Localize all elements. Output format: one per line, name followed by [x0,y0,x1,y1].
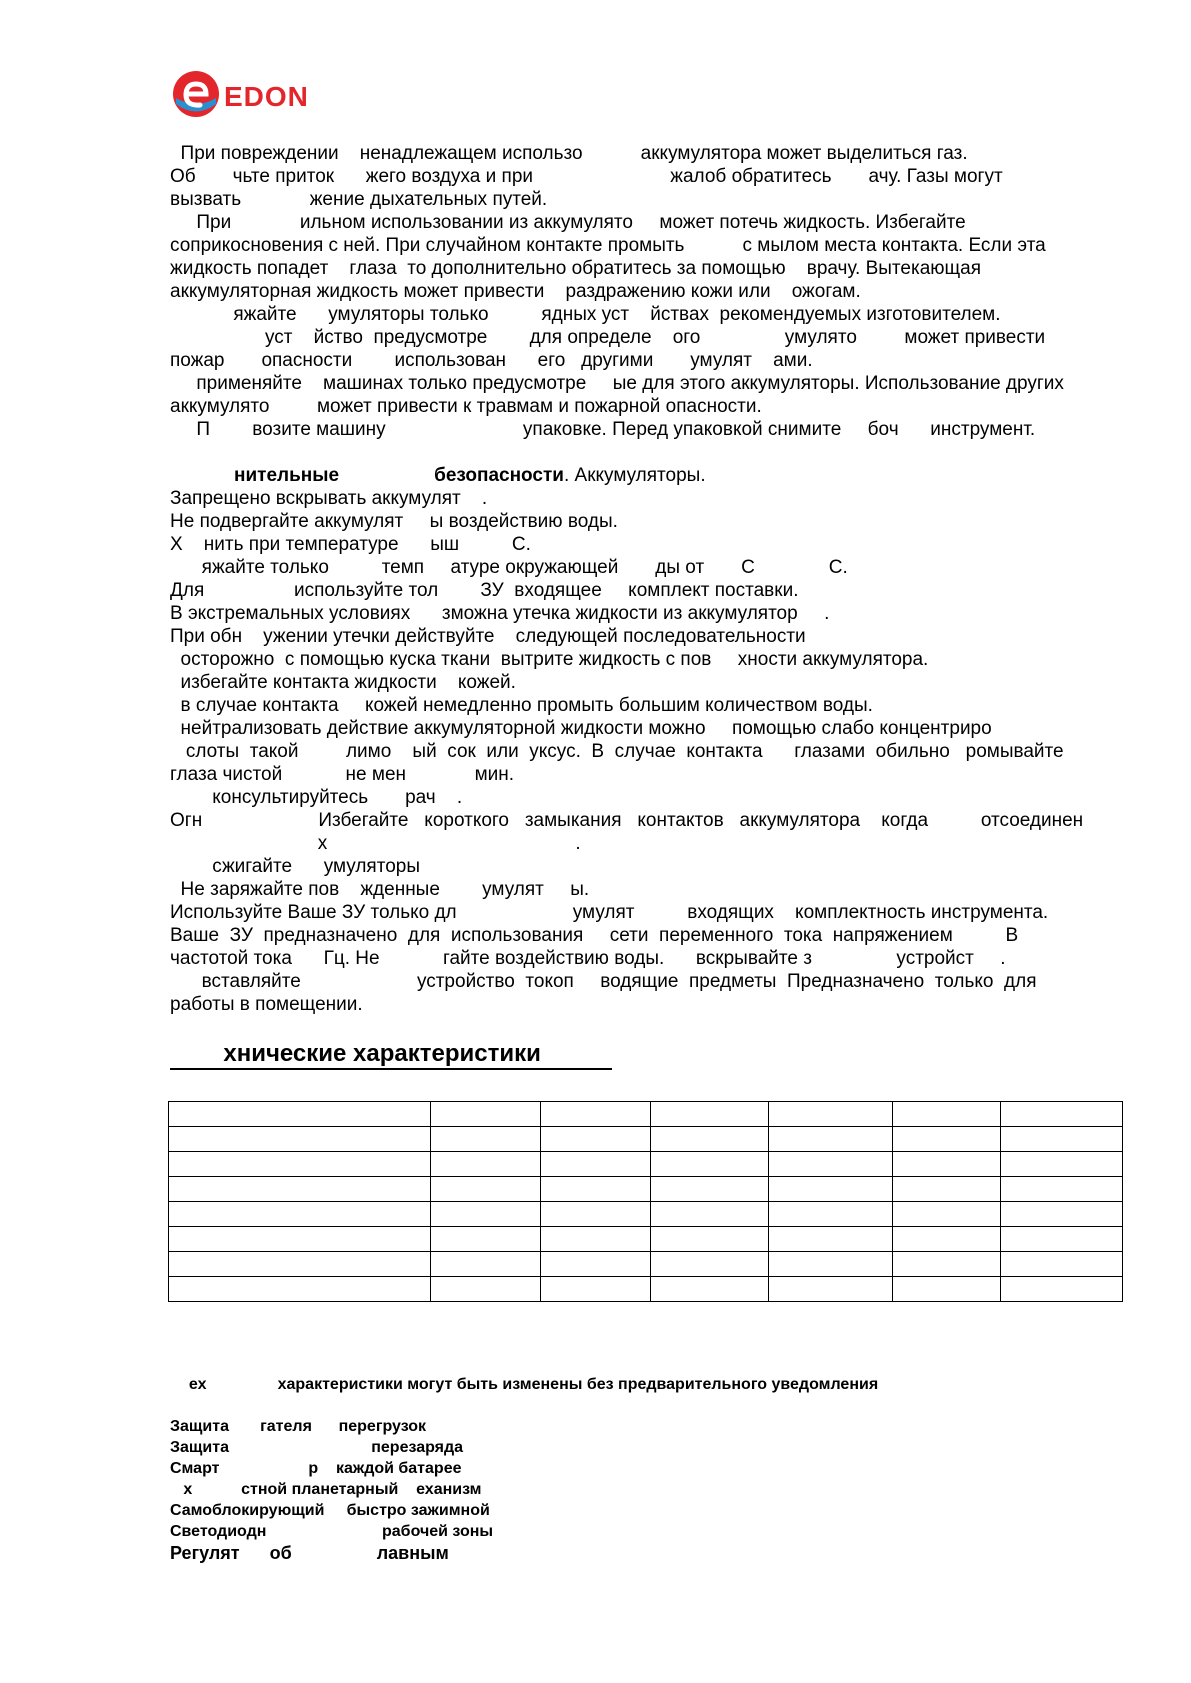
safety-line: яжайте умуляторы только ядных уст йствах рекомендуемых изготовителем. [170,304,1001,325]
safety-line: вызвать жение дыхательных путей. [170,189,548,210]
table-cell [893,1252,1001,1277]
safety-line: уст йство предусмотре для определе ого умулято может привести [170,327,1046,348]
table-cell [431,1152,541,1177]
battery-line: в случае контакта кожей немедленно промыть большим количеством воды. [170,695,873,716]
table-cell [431,1127,541,1152]
table-cell [651,1102,769,1127]
table-cell [541,1152,651,1177]
table-cell [169,1177,431,1202]
safety-line: аккумулято может привести к травмам и пожарной опасности. [170,396,762,417]
table-cell [769,1127,893,1152]
battery-line: глаза чистой не мен мин. [170,764,515,785]
battery-line: х . [170,833,581,854]
table-cell [1001,1152,1123,1177]
table-cell [541,1177,651,1202]
table-cell [769,1152,893,1177]
battery-line: осторожно с помощью куска ткани вытрите жидкость с пов хности аккумулятора. [170,649,929,670]
feature-item: Защита перезаряда [170,1439,464,1456]
battery-line: Для используйте тол ЗУ входящее комплект поставки. [170,580,799,601]
table-row [169,1127,1123,1152]
battery-line: вставляйте устройство токоп водящие предметы Предназначено только для [170,971,1037,992]
table-row [169,1102,1123,1127]
table-cell [541,1102,651,1127]
table-cell [651,1177,769,1202]
edon-logo-mark-icon [170,64,310,124]
safety-line: жидкость попадет глаза то дополнительно обратитесь за помощью врачу. Вытекающая [170,258,982,279]
safety-line: П возите машину упаковке. Перед упаковкой снимите боч инструмент. [170,419,1036,440]
battery-line: Используйте Ваше ЗУ только дл умулят входящих комплектность инструмента. [170,902,1049,923]
table-row [169,1202,1123,1227]
table-cell [431,1102,541,1127]
battery-line: работы в помещении. [170,994,363,1015]
table-cell [1001,1227,1123,1252]
table-cell [651,1127,769,1152]
table-cell [651,1152,769,1177]
table-cell [1001,1202,1123,1227]
battery-line: При обн ужении утечки действуйте следующей последовательности [170,626,806,647]
table-cell [431,1177,541,1202]
table-cell [769,1277,893,1302]
table-cell [169,1227,431,1252]
feature-item: Защита гателя перегрузок [170,1418,427,1435]
table-cell [651,1202,769,1227]
specs-heading: хнические характеристики [170,1040,612,1070]
safety-line: При повреждении ненадлежащем использо аккумулятора может выделиться газ. [170,143,968,164]
feature-item-last: Регулят об лавным [170,1543,449,1563]
battery-line: яжайте только темп атуре окружающей ды от С С. [170,557,848,578]
battery-line: В экстремальных условиях зможна утечка жидкости из аккумулятор . [170,603,830,624]
table-row [169,1252,1123,1277]
safety-line: Об чьте приток жего воздуха и при жалоб обратитесь ачу. Газы могут [170,166,1003,187]
table-cell [541,1277,651,1302]
table-cell [893,1152,1001,1177]
table-cell [1001,1277,1123,1302]
feature-item: х стной планетарный еханизм [170,1481,482,1498]
table-cell [769,1252,893,1277]
table-row [169,1152,1123,1177]
table-cell [541,1127,651,1152]
battery-line: частотой тока Гц. Не гайте воздействию воды. вскрывайте з устройст . [170,948,1006,969]
svg-text:EDON: EDON [224,81,309,112]
table-cell [1001,1127,1123,1152]
table-cell [169,1102,431,1127]
safety-line: применяйте машинах только предусмотре ые для этого аккумуляторы. Использование других [170,373,1064,394]
specs-note: ех характеристики могут быть изменены без предварительного уведомления [180,1376,879,1393]
safety-line: При ильном использовании из аккумулято может потечь жидкость. Избегайте [170,212,966,233]
table-cell [769,1227,893,1252]
table-cell [1001,1102,1123,1127]
safety-line: аккумуляторная жидкость может привести раздражению кожи или ожогам. [170,281,861,302]
battery-line: Х нить при температуре ыш С. [170,534,531,555]
table-cell [893,1227,1001,1252]
battery-line: нейтрализовать действие аккумуляторной жидкости можно помощью слабо концентриро [170,718,992,739]
battery-line: Огн Избегайте короткого замыкания контактов аккумулятора когда отсоединен [170,810,1084,831]
battery-line: Не заряжайте пов жденные умулят ы. [170,879,590,900]
table-row [169,1277,1123,1302]
title-rest: . Аккумуляторы. [563,465,706,486]
battery-line: консультируйтесь рач . [170,787,463,808]
table-cell [893,1127,1001,1152]
feature-item: Светодиодн рабочей зоны [170,1523,494,1540]
battery-line: сжигайте умуляторы [170,856,420,877]
table-cell [893,1202,1001,1227]
title-part-2: безопасности [434,465,564,486]
table-cell [431,1227,541,1252]
table-cell [769,1202,893,1227]
table-cell [893,1277,1001,1302]
table-cell [893,1102,1001,1127]
specs-table [168,1101,1123,1302]
table-cell [651,1252,769,1277]
table-cell [169,1277,431,1302]
table-cell [769,1102,893,1127]
safety-line: соприкосновения с ней. При случайном контакте промыть с мылом места контакта. Если эта [170,235,1046,256]
table-cell [431,1252,541,1277]
table-cell [1001,1252,1123,1277]
table-cell [651,1227,769,1252]
table-cell [893,1177,1001,1202]
table-row [169,1177,1123,1202]
table-cell [169,1202,431,1227]
title-part-1: нительные [234,465,340,486]
battery-line: избегайте контакта жидкости кожей. [170,672,516,693]
edon-logo [170,64,310,124]
battery-line: Не подвергайте аккумулят ы воздействию воды. [170,511,618,532]
table-cell [651,1277,769,1302]
table-cell [169,1152,431,1177]
battery-section-title [234,464,706,487]
battery-line: слоты такой лимо ый сок или уксус. В случае контакта глазами обильно ромывайте [170,741,1064,762]
table-cell [431,1277,541,1302]
feature-item: Смарт р каждой батарее [170,1460,462,1477]
table-row [169,1227,1123,1252]
table-cell [431,1202,541,1227]
table-cell [541,1252,651,1277]
table-cell [541,1202,651,1227]
battery-line: Запрещено вскрывать аккумулят . [170,488,488,509]
battery-line: Ваше ЗУ предназначено для использования сети переменного тока напряжением В [170,925,1019,946]
table-cell [769,1177,893,1202]
table-cell [169,1252,431,1277]
safety-line: пожар опасности использован его другими умулят ами. [170,350,813,371]
feature-item: Самоблокирующий быстро зажимной [170,1502,490,1519]
table-cell [1001,1177,1123,1202]
table-cell [169,1127,431,1152]
table-cell [541,1227,651,1252]
